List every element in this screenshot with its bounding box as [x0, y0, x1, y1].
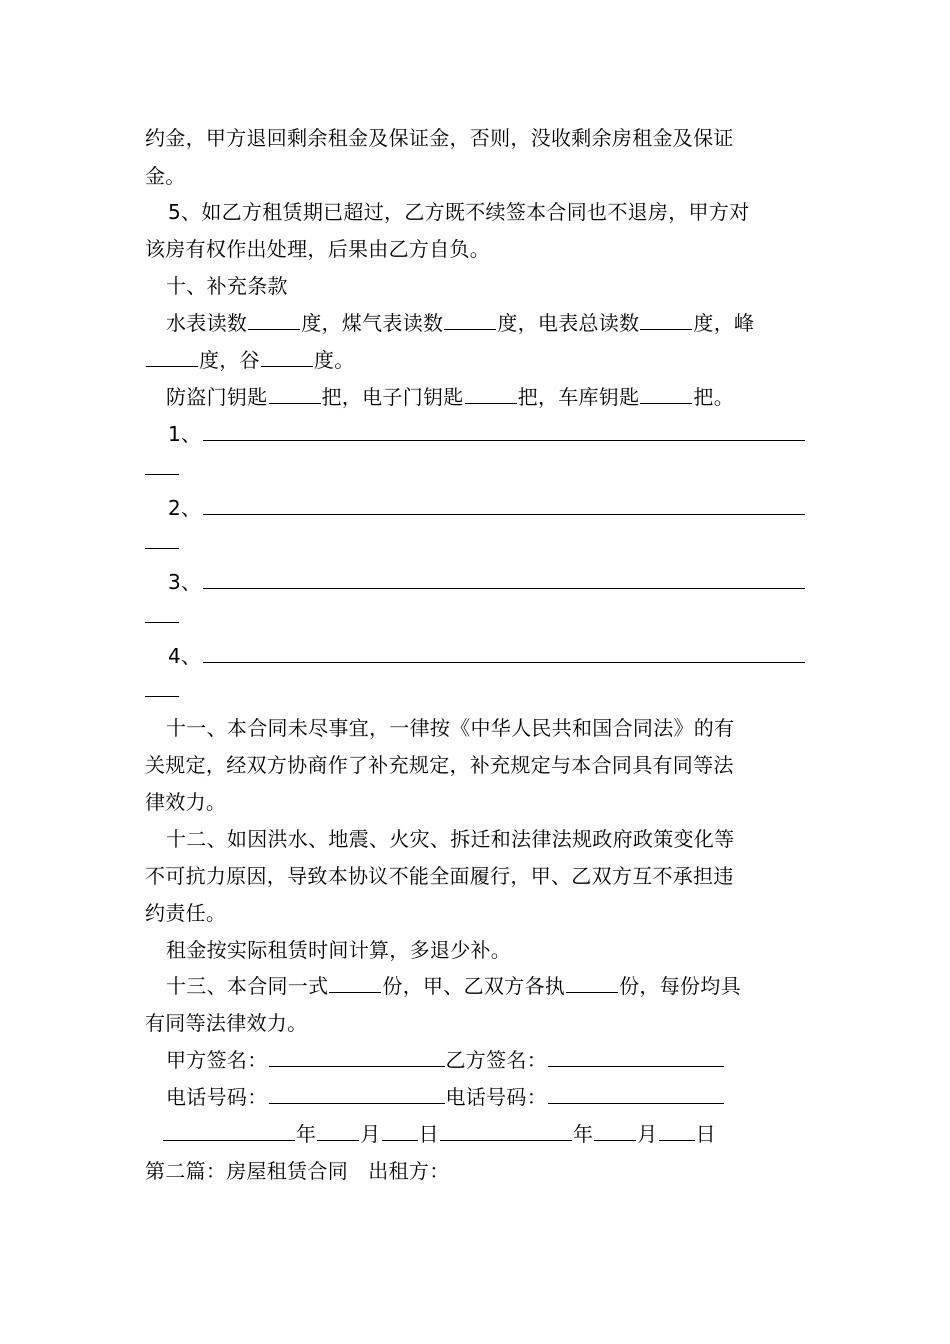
label: 度，电表总读数 — [497, 311, 640, 335]
meter-readings-line — [166, 309, 754, 337]
clause-line — [168, 642, 805, 670]
phone-field[interactable] — [269, 1083, 445, 1104]
keys-line — [166, 383, 734, 411]
label: 甲方签名： — [166, 1048, 268, 1072]
paragraph-line: 金。 — [145, 164, 186, 188]
label: 年 — [572, 1122, 594, 1146]
blank-field[interactable] — [465, 383, 517, 404]
paragraph-line: 5、如乙方租赁期已超过，乙方既不续签本合同也不退房，甲方对 — [168, 200, 750, 224]
signature-field[interactable] — [548, 1046, 724, 1067]
section-heading: 十、补充条款 — [166, 274, 288, 298]
paragraph-line: 约责任。 — [145, 901, 227, 925]
label: 日 — [418, 1122, 439, 1146]
label: 水表读数 — [166, 311, 248, 335]
month-field[interactable] — [317, 1120, 359, 1141]
paragraph-line: 关规定，经双方协商作了补充规定，补充规定与本合同具有同等法 — [145, 753, 734, 777]
blank-field[interactable] — [640, 309, 692, 330]
label: 把，车库钥匙 — [517, 385, 640, 409]
blank-field[interactable] — [203, 642, 805, 663]
clause-number: 2、 — [168, 496, 202, 520]
year-field[interactable] — [440, 1120, 572, 1141]
clause-number: 1、 — [168, 422, 202, 446]
label: 日 — [695, 1122, 716, 1146]
blank-field-continuation[interactable] — [145, 696, 179, 697]
paragraph-line: 不可抗力原因，导致本协议不能全面履行，甲、乙双方互不承担违 — [145, 864, 734, 888]
paragraph-line: 有同等法律效力。 — [145, 1011, 308, 1035]
year-field[interactable] — [163, 1120, 295, 1141]
blank-field[interactable] — [329, 972, 381, 993]
clause-line — [168, 568, 805, 596]
paragraph-line: 十二、如因洪水、地震、火灾、拆迁和法律法规政府政策变化等 — [166, 827, 735, 851]
date-line — [162, 1120, 716, 1148]
next-section-title: 第二篇：房屋租赁合同 出租方： — [145, 1159, 450, 1183]
blank-field[interactable] — [444, 309, 496, 330]
paragraph-line: 十一、本合同未尽事宜，一律按《中华人民共和国合同法》的有 — [166, 716, 735, 740]
clause-number: 3、 — [168, 570, 202, 594]
clause-line — [168, 420, 805, 448]
label: 月 — [360, 1122, 381, 1146]
blank-field[interactable] — [203, 494, 805, 515]
label: 份，每份均具 — [619, 974, 741, 998]
clause-number: 4、 — [168, 644, 202, 668]
phone-field[interactable] — [548, 1083, 724, 1104]
label: 乙方签名： — [445, 1048, 547, 1072]
paragraph-line: 约金，甲方退回剩余租金及保证金，否则，没收剩余房租金及保证 — [145, 126, 734, 150]
blank-field[interactable] — [640, 383, 692, 404]
label: 度，谷 — [199, 348, 260, 372]
label: 十三、本合同一式 — [166, 974, 329, 998]
blank-field-continuation[interactable] — [145, 622, 179, 623]
blank-field[interactable] — [261, 346, 313, 367]
meter-readings-line — [145, 346, 355, 374]
blank-field[interactable] — [203, 420, 805, 441]
copies-line — [166, 972, 741, 1000]
blank-field[interactable] — [248, 309, 300, 330]
paragraph-line: 该房有权作出处理，后果由乙方自负。 — [145, 237, 491, 261]
paragraph-line: 律效力。 — [145, 790, 227, 814]
blank-field[interactable] — [566, 972, 618, 993]
blank-field[interactable] — [203, 568, 805, 589]
day-field[interactable] — [659, 1120, 695, 1141]
label: 电话号码： — [445, 1085, 547, 1109]
paragraph-line: 租金按实际租赁时间计算，多退少补。 — [166, 938, 512, 962]
label: 把。 — [693, 385, 735, 409]
label: 电话号码： — [166, 1085, 268, 1109]
blank-field-continuation[interactable] — [145, 474, 179, 475]
day-field[interactable] — [382, 1120, 418, 1141]
blank-field[interactable] — [146, 346, 198, 367]
phone-line — [166, 1083, 725, 1111]
label: 年 — [296, 1122, 317, 1146]
label: 月 — [637, 1122, 658, 1146]
clause-line — [168, 494, 805, 522]
label: 度，峰 — [693, 311, 755, 335]
label: 度，煤气表读数 — [301, 311, 444, 335]
signature-field[interactable] — [269, 1046, 445, 1067]
label: 度。 — [313, 348, 355, 372]
label: 防盗门钥匙 — [166, 385, 268, 409]
blank-field-continuation[interactable] — [145, 548, 179, 549]
signature-line — [166, 1046, 725, 1074]
label: 份，甲、乙双方各执 — [382, 974, 566, 998]
label: 把，电子门钥匙 — [321, 385, 464, 409]
month-field[interactable] — [594, 1120, 636, 1141]
blank-field[interactable] — [269, 383, 321, 404]
